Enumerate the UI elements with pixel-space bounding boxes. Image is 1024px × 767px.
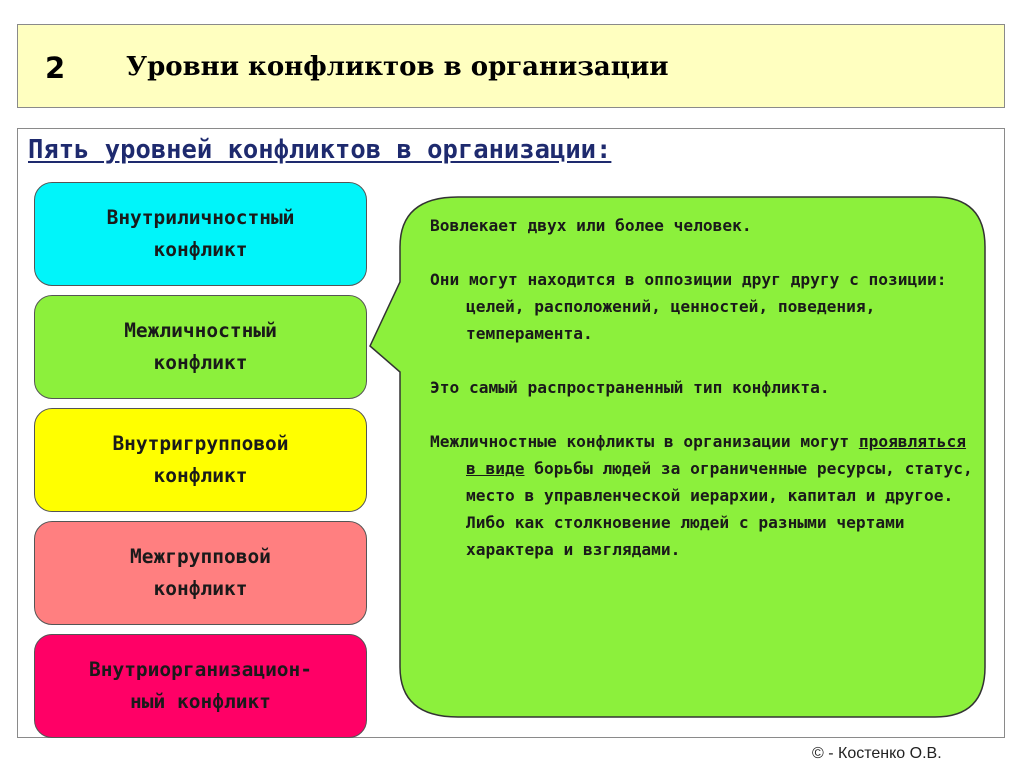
slide-title: Уровни конфликтов в организации xyxy=(126,52,669,82)
paragraph-4-end: борьбы людей за ограниченные ресурсы, статус, место в управленческой иерархии, капитал и другое. Либо как столкновение людей с разными чертами характера и взглядами. xyxy=(466,459,973,559)
copyright-notice: © - Костенко О.В. xyxy=(812,745,942,762)
level-label-line2: конфликт xyxy=(153,464,248,487)
callout-paragraph-2: Они могут находится в оппозиции друг другу с позиции: целей, расположений, ценностей, поведения, темперамента. xyxy=(430,270,947,343)
level-label-line2: конфликт xyxy=(153,577,248,600)
slide-number: 2 xyxy=(45,51,66,85)
level-label-line1: Внутригрупповой xyxy=(112,432,289,455)
section-subtitle: Пять уровней конфликтов в организации: xyxy=(28,135,612,165)
level-label-line2: конфликт xyxy=(153,351,248,374)
level-label-line1: Внутриличностный xyxy=(106,206,295,229)
level-label-line2: ный конфликт xyxy=(130,690,271,713)
level-label-line2: конфликт xyxy=(153,238,248,261)
callout-paragraph-3: Это самый распространенный тип конфликта. xyxy=(430,378,830,397)
paragraph-4-underlined: проявляться в виде xyxy=(466,432,967,478)
paragraph-4-start: Межличностные конфликты в организации могут xyxy=(430,432,850,451)
level-label-line1: Межличностный xyxy=(124,319,277,342)
level-label-line1: Внутриорганизацион- xyxy=(88,658,313,681)
callout-paragraph-1: Вовлекает двух или более человек. xyxy=(430,216,752,235)
level-label-line1: Межгрупповой xyxy=(130,545,271,568)
callout-paragraph-4 xyxy=(430,428,980,563)
callout-text xyxy=(430,212,980,563)
